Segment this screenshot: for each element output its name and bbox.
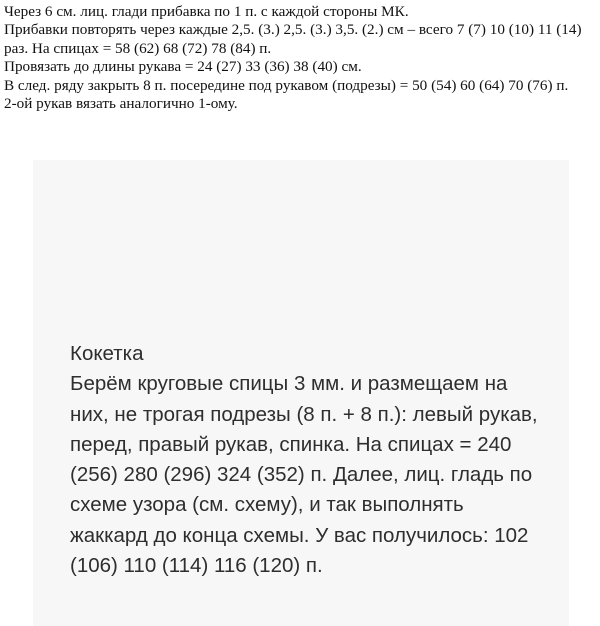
yoke-body: Берём круговые спицы 3 мм. и размещаем на них, не трогая подрезы (8 п. + 8 п.): левый рукав, перед, правый рукав, спинка. На спицах = 240 (256) 280 (296) 324 (352) п. Далее, лиц. гладь по схеме узора (см. схему), и так выполнять жаккард до конца схемы. У вас получилось: 102 (106) 110 (114) 116 (120) п. xyxy=(70,372,538,578)
yoke-card xyxy=(33,160,569,626)
paragraph-repeat-increases: Прибавки повторять через каждые 2,5. (3.) 2,5. (3.) 3,5. (2.) см – всего 7 (7) 10 (10) 11 (14) раз. На спицах = 58 (62) 68 (72) 78 (84) п. xyxy=(4,21,582,57)
yoke-heading: Кокетка xyxy=(70,342,144,365)
paragraph-increase: Через 6 см. лиц. глади прибавка по 1 п. с каждой стороны МК. xyxy=(4,3,409,20)
paragraph-sleeve-length: Провязать до длины рукава = 24 (27) 33 (36) 38 (40) см. xyxy=(4,58,362,76)
paragraph-bind-off: В след. ряду закрыть 8 п. посередине под рукавом (подрезы) = 50 (54) 60 (64) 70 (76) п. xyxy=(4,76,569,94)
instructions-text xyxy=(4,3,596,113)
paragraph-second-sleeve: 2-ой рукав вязать аналогично 1-ому. xyxy=(4,95,238,113)
yoke-card-text xyxy=(70,339,540,581)
